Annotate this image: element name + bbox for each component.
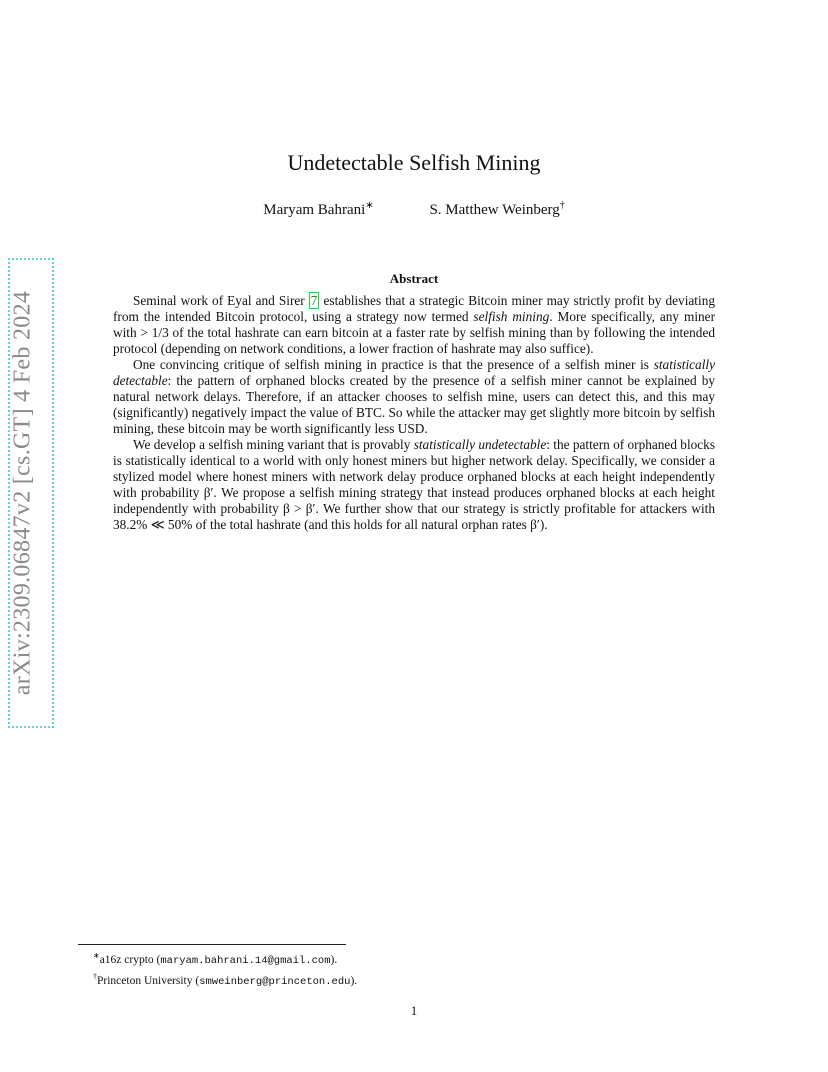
footnote-1 xyxy=(93,948,357,969)
page-number: 1 xyxy=(410,1003,418,1018)
email-link[interactable]: smweinberg@princeton.edu xyxy=(199,975,351,988)
text: One convincing critique of selfish mining in practice is that the presence of a selfish miner is xyxy=(133,357,654,372)
footnotes xyxy=(93,948,357,990)
text: . More specifically, any miner with > 1/3 of the total hashrate can earn bitcoin at a faster rate by selfish mining than by following the intended protocol (depending on network conditions, a lower fraction of hashrate may also suffice). xyxy=(113,309,716,356)
text: establishes that a strategic Bitcoin miner may strictly profit by deviating from the intended Bitcoin protocol, using a strategy now termed xyxy=(113,293,715,324)
footnote-2 xyxy=(93,969,357,990)
text: : the pattern of orphaned blocks created by the presence of a selfish miner cannot be explained by natural network delays. Therefore, if an attacker chooses to selfish mine, users can detect this, and this may (significantly) negatively impact the value of BTC. So while the attacker may get slightly more bitcoin by selfish mining, these bitcoin may be worth significantly less USD. xyxy=(113,373,715,436)
emphasis: statistically detectable xyxy=(113,357,715,388)
footnote-mark: † xyxy=(93,971,97,981)
abstract-heading: Abstract xyxy=(389,271,439,286)
arxiv-identifier[interactable]: arXiv:2309.06847v2 [cs.GT] 4 Feb 2024 xyxy=(9,290,36,696)
email-link[interactable]: maryam.bahrani.14@gmail.com xyxy=(160,954,331,967)
footnote-text: Princeton University ( xyxy=(97,974,200,987)
paper-title: Undetectable Selfish Mining xyxy=(287,150,541,175)
footnote-mark: ∗ xyxy=(93,951,100,960)
author-footnote-mark[interactable]: † xyxy=(559,200,565,211)
author-2 xyxy=(429,200,564,219)
text: We develop a selfish mining variant that is provably xyxy=(133,437,414,452)
author-list xyxy=(0,200,828,219)
text: Seminal work of Eyal and Sirer xyxy=(133,293,309,308)
abstract-paragraph-3 xyxy=(113,437,715,533)
emphasis: selfish mining xyxy=(473,309,550,324)
emphasis: statistically undetectable xyxy=(413,437,547,452)
footnote-divider xyxy=(78,944,346,945)
abstract-paragraph-1 xyxy=(113,293,715,357)
author-name: S. Matthew Weinberg xyxy=(429,202,560,218)
footnote-text: ). xyxy=(350,974,358,987)
abstract-body xyxy=(113,293,715,533)
author-name: Maryam Bahrani xyxy=(263,202,366,218)
author-footnote-mark[interactable]: ∗ xyxy=(365,200,374,211)
footnote-text: ). xyxy=(330,953,338,966)
author-1 xyxy=(263,200,373,219)
citation-link[interactable]: 7 xyxy=(310,293,318,308)
text: : the pattern of orphaned blocks is statistically identical to a world with only honest miners but higher network delay. Specifically, we consider a stylized model where honest miners with network delay produce orphaned blocks at each height independently with probability β′. We propose a selfish mining strategy that instead produces orphaned blocks at each height independently with probability β > β′. We further show that our strategy is strictly profitable for attackers with 38.2% ≪ 50% of the total hashrate (and this holds for all natural orphan rates β′). xyxy=(113,437,716,532)
abstract-paragraph-2 xyxy=(113,357,715,437)
footnote-text: a16z crypto ( xyxy=(99,953,161,966)
